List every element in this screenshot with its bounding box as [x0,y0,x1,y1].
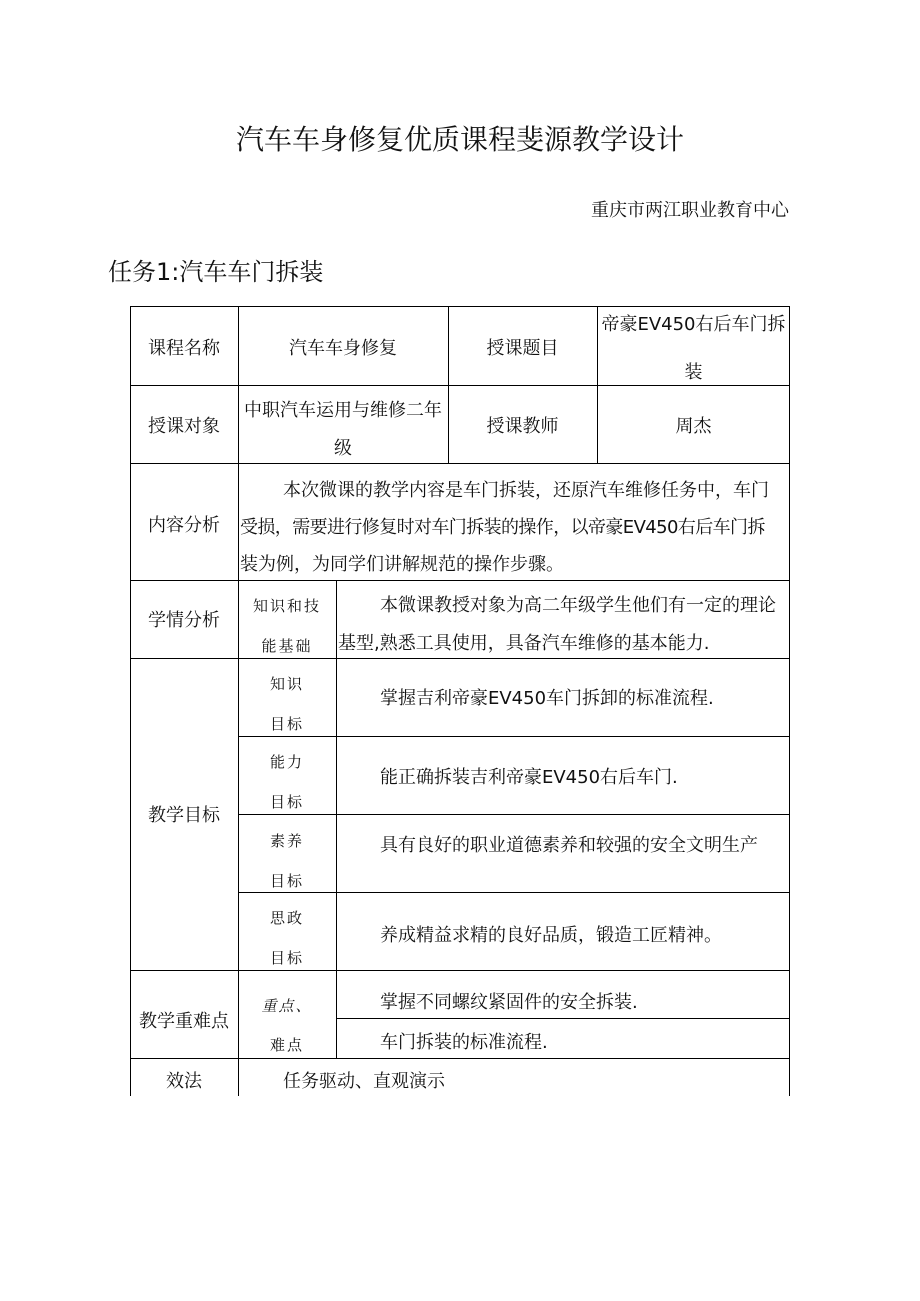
label-content-analysis: 内容分析 [148,515,220,536]
table-line [448,306,449,463]
learner-text-line1: 本微课教授对象为高二年级学生他们有一定的理论 [380,595,776,616]
learner-sub-line2: 能基础 [261,637,313,655]
objective-literacy-sub2: 目标 [269,872,304,890]
label-audience: 授课对象 [148,416,220,437]
table-line [130,306,790,307]
label-course-name: 课程名称 [148,338,220,359]
objective-knowledge-text: 掌握吉利帝豪EV450车门拆卸的标准流程. [380,688,714,709]
organization-name: 重庆市两江职业教育中心 [591,200,789,221]
table-line [238,736,790,737]
objective-ability-sub1: 能力 [269,753,304,771]
teaching-method-text: 任务驱动、直观演示 [283,1071,445,1092]
objective-ideology-sub2: 目标 [269,949,304,967]
learner-sub-line1: 知识和技 [252,597,321,615]
table-line [130,970,790,971]
label-learner-analysis: 学情分析 [148,610,220,631]
objective-ability-text: 能正确拆装吉利帝豪EV450右后车门. [380,767,678,788]
table-line [130,463,790,464]
lesson-topic-line2: 装 [684,362,703,383]
keypoints-text1: 掌握不同螺纹紧固件的安全拆装. [380,992,638,1013]
table-line [336,580,337,1058]
course-name: 汽车车身修复 [289,338,397,359]
label-teaching-method: 效法 [166,1071,202,1092]
keypoints-sub2: 难点 [269,1036,304,1054]
lesson-topic-line1: 帝豪EV450右后车门拆 [601,314,786,335]
table-line [130,385,790,386]
teacher-name: 周杰 [675,416,712,437]
objective-ideology-sub1: 思政 [269,909,304,927]
learner-text-line2: 基型,熟悉工具使用，具备汽车维修的基本能力. [338,633,710,654]
keypoints-text2: 车门拆装的标准流程. [380,1032,548,1053]
objective-ideology-text: 养成精益求精的良好品质，锻造工匠精神。 [380,925,722,946]
table-line [130,658,790,659]
keypoints-sub1: 重点、 [261,997,313,1015]
table-line [130,580,790,581]
document-title: 汽车车身修复优质课程斐源教学设计 [235,123,684,156]
content-analysis-line3: 装为例，为同学们讲解规范的操作步骤。 [240,554,564,575]
table-line [130,1058,790,1059]
label-lesson-topic: 授课题目 [486,338,559,359]
objective-literacy-text: 具有良好的职业道德素养和较强的安全文明生产 [380,835,758,856]
task-heading: 任务1:汽车车门拆装 [108,258,324,286]
objective-literacy-sub1: 素养 [269,832,304,850]
table-line [238,814,790,815]
label-key-difficult-points: 教学重难点 [139,1011,229,1032]
label-teacher: 授课教师 [486,416,559,437]
objective-knowledge-sub1: 知识 [269,675,304,693]
content-analysis-line2: 受损，需要进行修复时对车门拆装的操作，以帝豪EV450右后车门拆 [240,517,765,538]
audience-line1: 中职汽车运用与维修二年 [244,400,442,421]
content-analysis-line1: 本次微课的教学内容是车门拆装，还原汽车维修任务中，车门 [283,480,769,501]
audience-line2: 级 [334,438,352,459]
table-line [336,1018,790,1019]
label-teaching-objectives: 教学目标 [148,805,220,826]
objective-ability-sub2: 目标 [269,793,304,811]
objective-knowledge-sub2: 目标 [269,715,304,733]
table-line [238,306,239,1096]
